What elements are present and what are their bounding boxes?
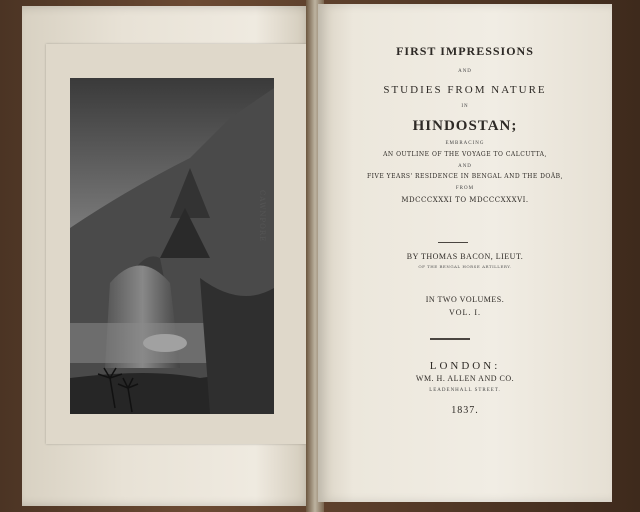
author-line: BY THOMAS BACON, LIEUT. <box>406 252 524 261</box>
divider-rule-1 <box>438 242 468 243</box>
divider-rule-2 <box>430 338 470 340</box>
frontispiece-caption: CAWNPORE <box>258 190 266 243</box>
title-line-2: STUDIES FROM NATURE <box>383 84 547 96</box>
title-line-1: FIRST IMPRESSIONS <box>396 44 534 58</box>
frontispiece-engraving <box>70 78 274 414</box>
title-place: HINDOSTAN; <box>412 118 518 134</box>
imprint-street: LEADENHALL STREET. <box>429 388 501 393</box>
volume-number: VOL. I. <box>448 308 482 317</box>
imprint-publisher: WM. H. ALLEN AND CO. <box>415 374 515 383</box>
title-embracing: EMBRACING <box>445 141 485 146</box>
title-and-2: AND <box>458 164 472 169</box>
title-residence: FIVE YEARS' RESIDENCE IN BENGAL AND THE DOÃB, <box>367 173 563 180</box>
title-and-1: AND <box>458 69 472 74</box>
author-note: OF THE BENGAL HORSE ARTILLERY. <box>418 264 512 269</box>
title-dates: MDCCCXXXI TO MDCCCXXXVI. <box>401 196 529 204</box>
title-outline: AN OUTLINE OF THE VOYAGE TO CALCUTTA, <box>383 151 547 158</box>
volumes-line: IN TWO VOLUMES. <box>425 295 505 304</box>
imprint-city: LONDON: <box>429 360 501 372</box>
title-in: IN <box>461 104 469 109</box>
imprint-year: 1837. <box>451 405 479 416</box>
title-from: FROM <box>455 186 475 191</box>
